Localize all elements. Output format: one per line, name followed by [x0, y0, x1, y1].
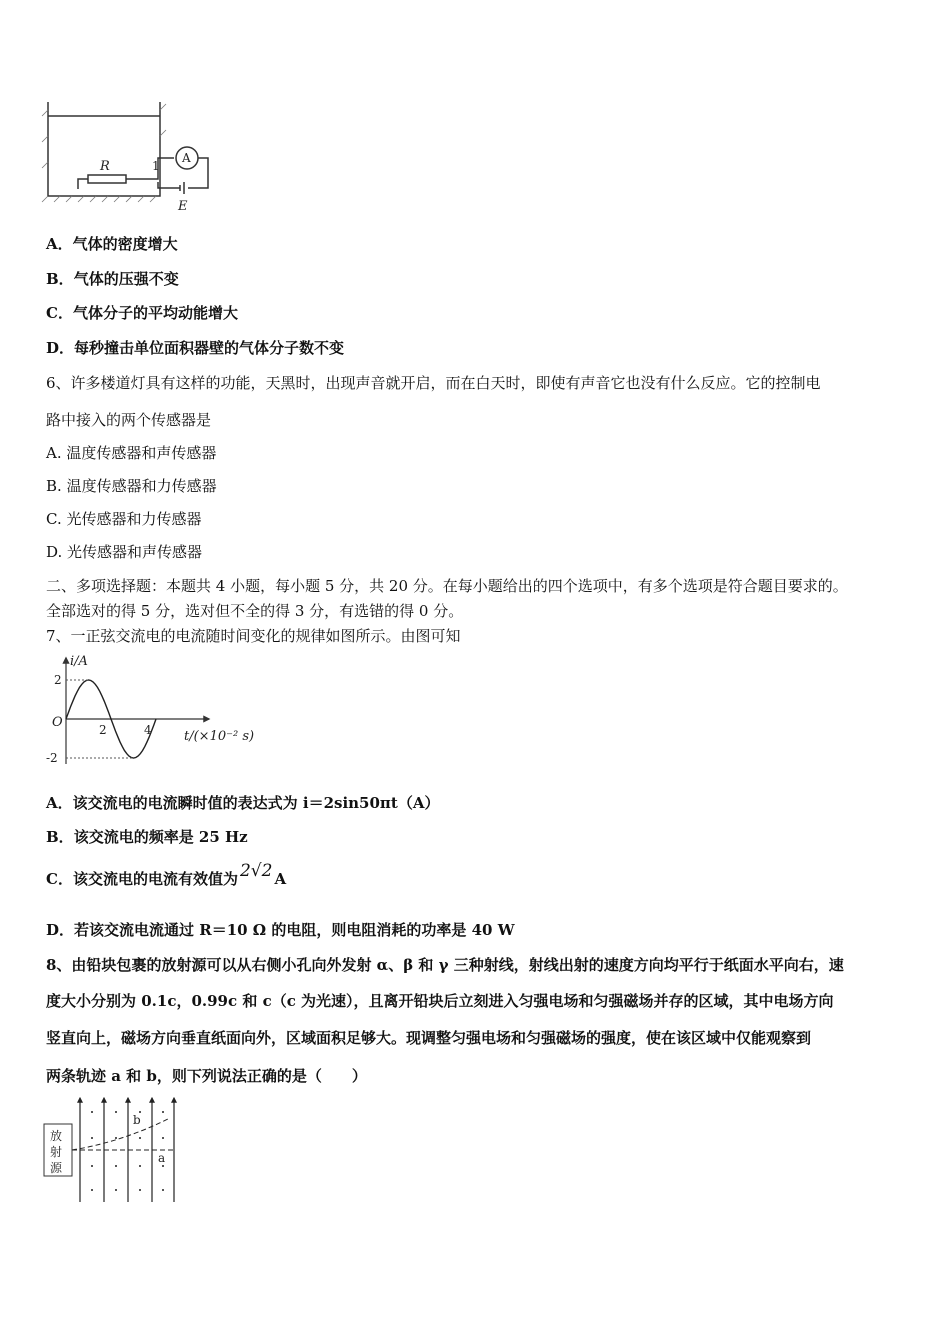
q5-option-d: D．每秒撞击单位面积器壁的气体分子数不变 — [46, 339, 345, 357]
q7-stem: 7、一正弦交流电的电流随时间变化的规律如图所示。由图可知 — [46, 627, 461, 645]
figure-radiation-field — [42, 1094, 192, 1206]
y-axis-label: i/A — [70, 654, 88, 669]
ammeter-label: A — [182, 151, 191, 165]
x-tick-label-0: 2 — [99, 723, 107, 737]
q6-option-b: B. 温度传感器和力传感器 — [46, 477, 217, 495]
track-b-label: b — [133, 1113, 141, 1127]
q6-option-c: C. 光传感器和力传感器 — [46, 510, 202, 528]
q8-stem-line1: 8、由铅块包裹的放射源可以从右侧小孔向外发射 α、β 和 γ 三种射线，射线出射的速度方向均平行于纸面水平向右，速 — [46, 956, 844, 974]
y-tick-label-1: -2 — [46, 751, 58, 765]
q6-option-d: D. 光传感器和声传感器 — [46, 543, 203, 561]
x-tick-label-1: 4 — [144, 723, 152, 737]
q8-stem-line3: 竖直向上，磁场方向垂直纸面向外，区域面积足够大。现调整匀强电场和匀强磁场的强度，使在该区域中仅能观察到 — [46, 1029, 812, 1047]
node-label: 1 — [152, 159, 160, 173]
track-a-label: a — [158, 1151, 166, 1165]
q7-option-b: B．该交流电的频率是 25 Hz — [46, 828, 248, 846]
wire-meter — [188, 158, 208, 188]
source-label: E — [178, 199, 188, 214]
q5-option-b: B．气体的压强不变 — [46, 270, 179, 288]
origin-label: O — [52, 715, 63, 730]
wire-right — [126, 158, 174, 179]
source-char-2: 射 — [50, 1145, 63, 1159]
y-tick-label-0: 2 — [54, 673, 62, 687]
sqrt-expression: 2√2 — [239, 861, 273, 881]
resistor-label: R — [100, 159, 110, 174]
q5-option-c: C．气体分子的平均动能增大 — [46, 304, 238, 322]
section2-line1: 二、多项选择题：本题共 4 小题，每小题 5 分，共 20 分。在每小题给出的四个选项中，有多个选项是符合题目要求的。 — [46, 577, 848, 595]
section2-line2: 全部选对的得 5 分，选对但不全的得 3 分，有选错的得 0 分。 — [46, 602, 464, 620]
resistor — [88, 175, 126, 183]
q6-option-a: A. 温度传感器和声传感器 — [46, 444, 217, 462]
q5-option-a: A．气体的密度增大 — [46, 235, 178, 253]
track-b — [72, 1118, 170, 1150]
wire-left — [78, 179, 88, 189]
wire-battery — [158, 182, 180, 188]
q7-option-a: A．该交流电的电流瞬时值的表达式为 i＝2sin50πt（A） — [46, 794, 440, 812]
q8-stem-line4: 两条轨迹 a 和 b，则下列说法正确的是（ ） — [46, 1067, 367, 1085]
q7-option-d: D．若该交流电流通过 R＝10 Ω 的电阻，则电阻消耗的功率是 40 W — [46, 921, 515, 939]
q7-option-c: C．该交流电的电流有效值为 2√2 A — [46, 861, 287, 888]
q8-stem-line2: 度大小分别为 0.1c，0.99c 和 c（c 为光速），且离开铅块后立刻进入匀强电场和匀强磁场并存的区域，其中电场方向 — [46, 992, 834, 1010]
sine-current-chart — [44, 652, 264, 770]
figure-gas-container-circuit — [40, 96, 230, 216]
q6-stem-line1: 6、许多楼道灯具有这样的功能，天黑时，出现声音就开启，而在白天时，即使有声音它也没有什么反应。它的控制电 — [46, 374, 821, 392]
x-axis-label: t/(×10⁻² s) — [184, 729, 255, 744]
q6-stem-line2: 路中接入的两个传感器是 — [46, 411, 212, 429]
source-char-3: 源 — [50, 1161, 63, 1175]
source-char-1: 放 — [50, 1129, 63, 1143]
